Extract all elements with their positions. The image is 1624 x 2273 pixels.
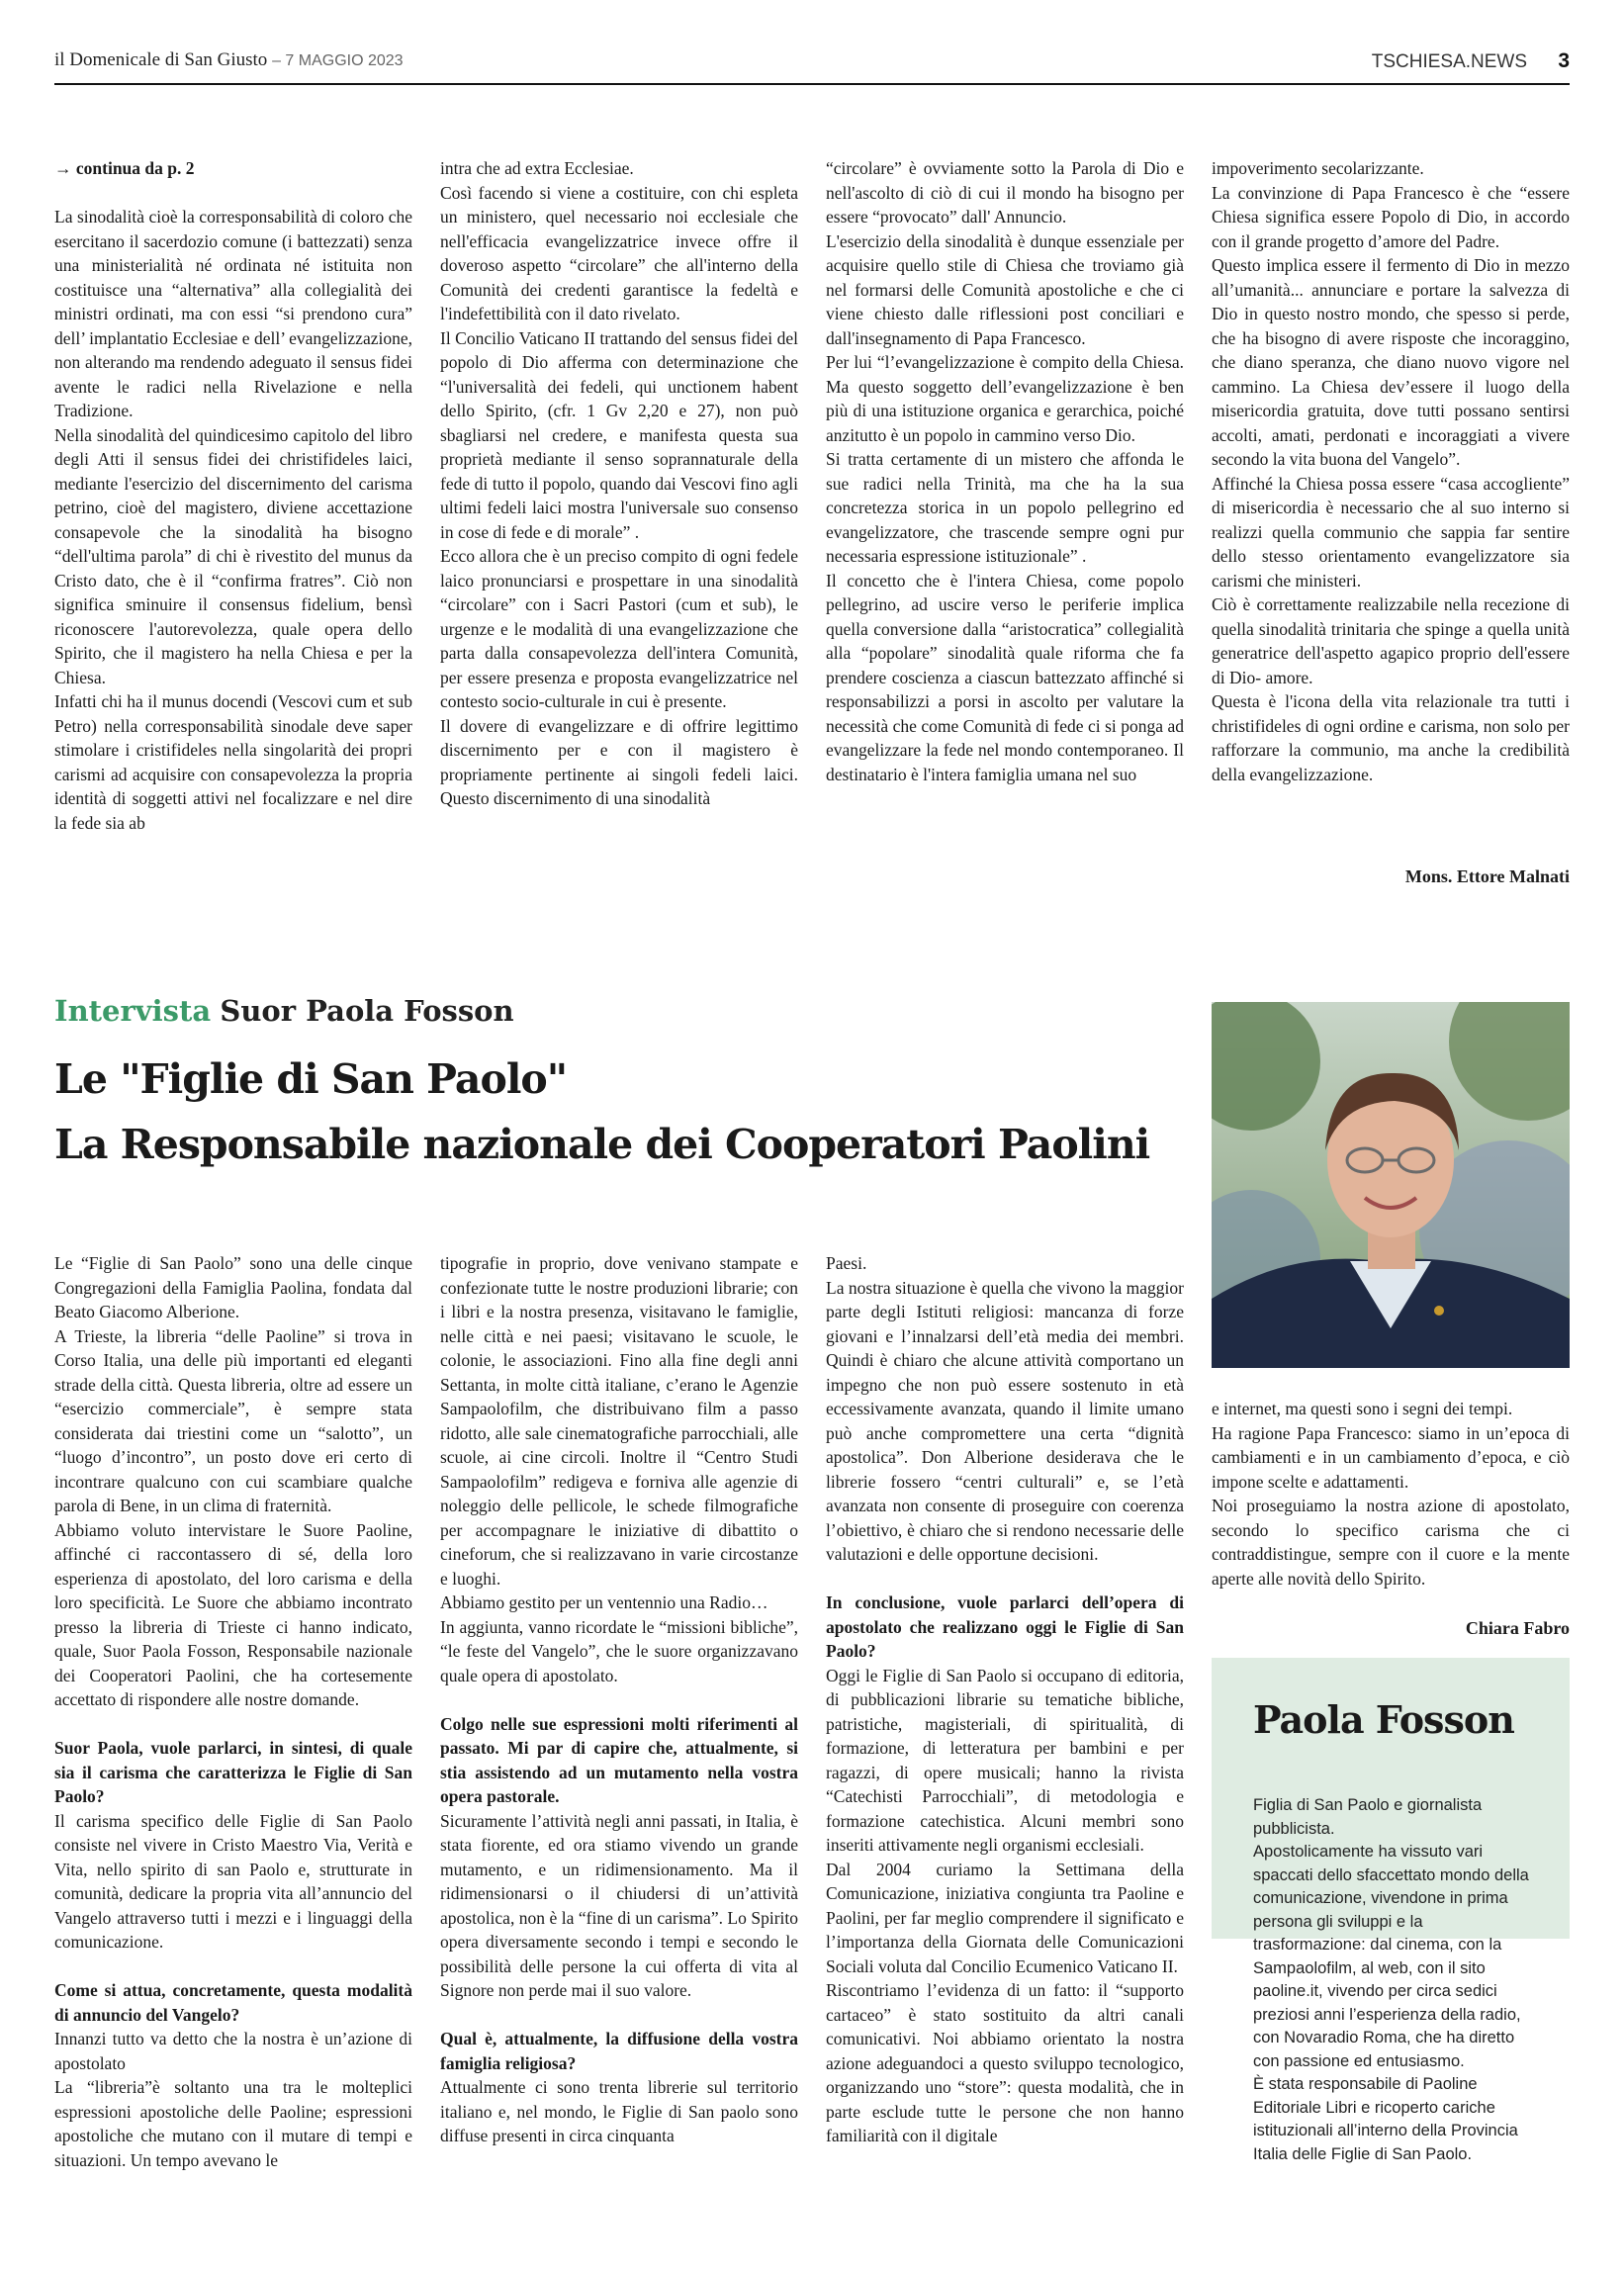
interview-question: Come si attua, concretamente, questa modalità di annuncio del Vangelo? [54,1980,412,2025]
paragraph: L'esercizio della sinodalità è dunque essenziale per acquisire quello stile di Chiesa che troviamo già nel formarsi delle Comunità apostoliche e che ci viene chiesto dalle riflessioni post conciliari e dall'insegnamento di Papa Francesco. [826,230,1184,348]
paragraph: Oggi le Figlie di San Paolo si occupano di editoria, di pubblicazioni librarie su tematiche bibliche, patristiche, magisteriali, di spiritualità, di formazione, di letteratura per bambini e per ragazzi, di opere musicali; hanno la rivista “Catechisti Parrocchiali”, di metodologia e formazione catechistica. Alcuni membri sono inseriti attivamente negli organismi ecclesiali. [826,1665,1184,1855]
paragraph: La sinodalità cioè la corresponsabilità di coloro che esercitano il sacerdozio comune (i battezzati) senza una ministerialità né ordinata né istituita non costituisce una “alternativa” alla collegialità dei ministri ordinati, ma con essi “si prendono cura” dell’ implantatio Ecclesiae e dell’ evangelizzazione, non alterando ma rendendo adeguato il sensus fidei avente le radici nella Rivelazione e nella Tradizione. [54,207,412,420]
paragraph: Ciò è correttamente realizzabile nella recezione di quella sinodalità trinitaria che spinge a quella unità generatrice dell'aspetto agapico proprio dell'essere di Dio- amore. [1212,594,1570,687]
paragraph: intra che ad extra Ecclesiae. [440,158,634,178]
headline-line-2: La Responsabile nazionale dei Cooperatori Paolini [54,1121,1150,1168]
paragraph: Questa è l'icona della vita relazionale tra tutti i christifideles di ogni ordine e carisma, non solo per rafforzare la communio, ma anche la credibilità della evangelizzazione. [1212,691,1570,784]
paragraph-gap [826,1567,1184,1591]
paragraph: Il dovere di evangelizzare e di offrire legittimo discernimento per e con il magistero è propriamente pertinente ai singoli fedeli laici. Questo discernimento di una sinodalità [440,715,798,808]
portrait-photo [1212,1002,1570,1368]
paragraph: Nella sinodalità del quindicesimo capitolo del libro degli Atti il sensus fidei dei christifideles laici, mediante l'esercizio del discernimento del carisma petrino, cioè del magistero, diviene accettazione consapevole che la sinodalità ha bisogno “dell'ultima parola” di chi è rivestito del munus da Cristo dato, che è il “confirma fratres”. Ciò non significa sminuire il consensus fidelium, bensì riconoscere l'autorevolezza, quale opera dello Spirito, che il magistero ha nella Chiesa e per la Chiesa. [54,424,412,687]
paragraph: Il Concilio Vaticano II trattando del sensus fidei del popolo di Dio afferma con determinazione che “l'universalità dei fedeli, qui unctionem habent dello Spirito, (cfr. 1 Gv 2,20 e 27), non può sbagliarsi nel credere, e manifesta questa sua proprietà mediante il senso soprannaturale della fede di tutto il popolo, quando dai Vescovi fino agli ultimi fedeli laici mostra l'universale suo consenso in cose di fede e di morale” . [440,327,798,542]
paragraph: Riscontriamo l’evidenza di un fatto: il “supporto cartaceo” è stato sostituito da altri canali comunicativi. Noi abbiamo orientato la nostra azione adeguandoci a questo sviluppo tecnologico, organizzando uno “store”: questa modalità, che in parte esclude tutte le persone che non hanno familiarità con il digitale [826,1980,1184,2145]
paragraph: Ecco allora che è un preciso compito di ogni fedele laico pronunciarsi e prospettare in una sinodalità “circolare” con i Sacri Pastori (cum et sub), le urgenze e le modalità di una evangelizzazione che parta dalla consapevolezza dell'intera Comunità, per essere presenza e proposta evangelizzatrice nel contesto socio-culturale in cui è presente. [440,546,798,711]
article1-column-2 [440,156,798,811]
bio-body [1253,1794,1532,2166]
bio-sidebar [1212,1658,1570,2163]
paragraph: Noi proseguiamo la nostra azione di apostolato, secondo lo specifico carisma che ci contraddistingue, sempre con il cuore e la mente aperte alle novità dello Spirito. [1212,1496,1570,1589]
article2-headline [54,1046,1149,1177]
paragraph: Attualmente ci sono trenta librerie sul territorio italiano e, nel mondo, le Figlie di San paolo sono diffuse presenti in circa cinquanta [440,2077,798,2145]
paragraph: Si tratta certamente di un mistero che affonda le sue radici nella Trinità, ma che ha la sua concretezza storica in un popolo pellegrino ed evangelizzatore, che trascende sempre ogni pur necessaria espressione istituzionale” . [826,449,1184,566]
paragraph: Il carisma specifico delle Figlie di San Paolo consiste nel vivere in Cristo Maestro Via, Verità e Vita, nello spirito di san Paolo e, strutturate in comunità, dedicare la propria vita all’annuncio del Vangelo attraverso tutti i mezzi e i linguaggi della comunicazione. [54,1810,412,1952]
article2-signature: Chiara Fabro [1465,1618,1570,1638]
paragraph: impoverimento secolarizzante. [1212,158,1424,178]
paragraph: Per lui “l’evangelizzazione è compito della Chiesa. Ma questo soggetto dell’evangelizzazione è ben più di una istituzione organica e gerarchica, poiché anzitutto è un popolo in cammino verso Dio. [826,352,1184,445]
paragraph: Affinché la Chiesa possa essere “casa accogliente” di misericordia è necessario che al suo interno si realizzi quella communio che sappia far sentire dello stesso orientamento evangelizzatore sia carismi che ministeri. [1212,473,1570,591]
bio-paragraph: Figlia di San Paolo e giornalista pubblicista. [1253,1796,1483,1838]
paragraph: In aggiunta, vanno ricordate le “missioni bibliche”, “le feste del Vangelo”, che le suore organizzavano quale opera di apostolato. [440,1616,798,1685]
bio-paragraph: Apostolicamente ha vissuto vari spaccati dello sfaccettato mondo della comunicazione, vivendone in prima persona gli sviluppi e la trasformazione: dal cinema, con la Sampaolofilm, al web, con il sito paoline.it, vivendo per circa sedici preziosi anni l’esperienza della radio, con Novaradio Roma, che ha diretto con passione ed entusiasmo. [1253,1843,1529,2070]
paragraph: tipografie in proprio, dove venivano stampate e confezionate tutte le nostre produzioni librarie; con i libri e la nostra presenza, visitavano le famiglie, nelle città e nei paesi; visitavano le scuole, le colonie, le associazioni. Fino alla fine degli anni Settanta, in molte città italiane, c’erano le Agenzie Sampaolofilm, che distribuivano film a passo ridotto, alle sale cinematografiche parrocchiali, alle scuole, ai cine circoli. Inoltre il “Centro Studi Sampaolofilm” redigeva e forniva alle agenzie di noleggio delle pellicole, le schede filmografiche per accompagnare le iniziative di dibattito o cineforum, che si realizzavano in varie circostanze e luoghi. [440,1253,798,1589]
headline-line-1: Le "Figlie di San Paolo" [54,1055,568,1103]
paragraph: A Trieste, la libreria “delle Paoline” si trova in Corso Italia, una delle più importanti ed eleganti strade della città. Questa libreria, oltre ad essere un “esercizio commerciale”, è sempre stata considerata dai triestini come un “salotto”, un “luogo d’incontro”, un posto dove eri certo di incontrare qualcuno con cui scambiare qualche parola di Bene, in un clima di fraternità. [54,1325,412,1515]
bio-title: Paola Fosson [1253,1697,1514,1742]
interview-kicker [54,994,514,1028]
paragraph: Le “Figlie di San Paolo” sono una delle cinque Congregazioni della Famiglia Paolina, fondata dal Beato Giacomo Alberione. [54,1253,412,1321]
paragraph-gap [54,1712,412,1737]
paragraph: Paesi. [826,1253,867,1273]
paragraph: La “libreria”è soltanto una tra le molteplici espressioni apostoliche delle Paoline; espressioni apostoliche che mutano con il mutare di tempi e situazioni. Un tempo avevano le [54,2077,412,2170]
header-right [1372,49,1570,73]
paragraph: Dal 2004 curiamo la Settimana della Comunicazione, iniziativa congiunta tra Paoline e Paolini, per far meglio comprendere il significato e l’importanza della Giornata delle Comunicazioni Sociali voluta dal Concilio Ecumenico Vaticano II. [826,1859,1184,1976]
paragraph: Il concetto che è l'intera Chiesa, come popolo pellegrino, ad uscire verso le periferie implica quella conversione dalla “aristocratica” collegialità alla “popolare” sinodalità quale riforma che fa prendere coscienza a ciascun battezzato affinché si responsabilizzi a porsi in ascolto per valutare la necessità che come Comunità di fede ci si ponga ad evangelizzare la fede nel mondo contemporaneo. Il destinatario è l'intera famiglia umana nel suo [826,570,1184,784]
paragraph: Infatti chi ha il munus docendi (Vescovi cum et sub Petro) nella corresponsabilità sinodale deve saper stimolare i cristifideles nella singolarità dei propri carismi ad acquisire con consapevolezza la propria identità di soggetti attivi nel focalizzare e nel dire la fede sia ab [54,691,412,833]
continued-from[interactable]: → continua da p. 2 [54,158,195,178]
page-number: 3 [1558,49,1570,72]
paragraph: La nostra situazione è quella che vivono la maggior parte degli Istituti religiosi: mancanza di forze giovani e l’innalzarsi dell’età media dei membri. Quindi è chiaro che alcune attività comportano un impegno che non può essere sostenuto in età eccessivamente avanzata, quando il limite umano può anche compromettere una certa “dignità apostolica”. Don Alberione desiderava che le librerie fossero “centri culturali” e, se l’età avanzata non consente di proseguire con coerenza l’obiettivo, è chiaro che si rendono necessarie delle valutazioni e delle opportune decisioni. [826,1277,1184,1564]
site-link[interactable]: TSCHIESA.NEWS [1371,51,1528,72]
paragraph-gap [54,1955,412,1979]
masthead [54,49,404,71]
paragraph: Questo implica essere il fermento di Dio in mezzo all’umanità... annunciare e portare la salvezza di Dio in questo nostro mondo, che spesso si perde, che ha bisogno di avere risposte che incoraggino, che diano speranza, che diano nuovo vigore nel cammino. La Chiesa dev’essere il luogo della misericordia gratuita, dove tutti possano sentirsi accolti, amati, perdonati e incoraggiati a vivere secondo la vita buona del Vangelo”. [1212,255,1570,469]
article2-column-4 [1212,1397,1570,1591]
kicker-name: Suor Paola Fosson [220,994,514,1028]
paragraph-gap [440,2003,798,2028]
bio-paragraph: È stata responsabile di Paoline Editoriale Libri e ricoperto cariche istituzionali all’interno della Provincia Italia delle Figlie di San Paolo. [1253,2075,1518,2163]
article1-signature: Mons. Ettore Malnati [1404,866,1570,886]
paragraph: e internet, ma questi sono i segni dei tempi. [1212,1399,1513,1418]
article2-column-1 [54,1251,412,2172]
paragraph: La convinzione di Papa Francesco è che “essere Chiesa significa essere Popolo di Dio, in accordo con il grande progetto d’amore del Padre. [1212,182,1570,251]
paragraph: Abbiamo voluto intervistare le Suore Paoline, affinché ci raccontassero di sé, della loro esperienza di apostolato, del loro carisma e della loro specificità. Le Suore che abbiamo incontrato presso la libreria di Trieste ci hanno indicato, quale, Suor Paola Fosson, Responsabile nazionale dei Cooperatori Paolini, che ha cortesemente accettato di rispondere alle nostre domande. [54,1519,412,1709]
interview-question: Qual è, attualmente, la diffusione della vostra famiglia religiosa? [440,2029,798,2073]
article1-column-4 [1212,156,1570,786]
paragraph: Ha ragione Papa Francesco: siamo in un’epoca di cambiamenti e in un cambiamento d’epoca, e ciò impone scelte e adattamenti. [1212,1422,1570,1492]
article1-column-3 [826,156,1184,786]
paragraph: Abbiamo gestito per un ventennio una Radio… [440,1592,768,1612]
paragraph: Sicuramente l’attività negli anni passati, in Italia, è stata fiorente, ed ora stiamo vivendo un grande mutamento, e un ridimensionamento. Ma il ridimensionarsi o il chiudersi di un’attività apostolica, non è la “fine di un carisma”. Lo Spirito opera diversamente secondo i tempi e secondo le possibilità delle persone la cui offerta di vita al Signore non perde mai il suo valore. [440,1810,798,2000]
issue-date: – 7 MAGGIO 2023 [272,52,404,69]
header-divider [54,83,1570,85]
paragraph: “circolare” è ovviamente sotto la Parola di Dio e nell'ascolto di ciò di cui il mondo ha bisogno per essere “provocato” dall' Annuncio. [826,158,1184,227]
publication-name: il Domenicale di San Giusto [54,49,268,70]
article2-column-3 [826,1251,1184,2148]
paragraph-gap [440,1687,798,1712]
paragraph: Innanzi tutto va detto che la nostra è un’azione di apostolato [54,2029,412,2073]
kicker-label: Intervista [54,994,212,1028]
paragraph: Così facendo si viene a costituire, con chi espleta un ministero, quel necessario noi ecclesiale che nell'efficacia evangelizzatrice invece offre il doveroso aspetto “circolare” che all'interno della Comunità dei credenti garantisce la fedeltà e l'indefettibilità con il dato rivelato. [440,182,798,323]
interview-question: Colgo nelle sue espressioni molti riferimenti al passato. Mi par di capire che, attualmente, si stia assistendo ad un mutamento nella vostra opera pastorale. [440,1713,798,1806]
interview-question: In conclusione, vuole parlarci dell’opera di apostolato che realizzano oggi le Figlie di San Paolo? [826,1592,1184,1661]
article2-column-2 [440,1251,798,2148]
interview-question: Suor Paola, vuole parlarci, in sintesi, di quale sia il carisma che caratterizza le Figlie di San Paolo? [54,1738,412,1806]
article1-column-1 [54,156,412,835]
